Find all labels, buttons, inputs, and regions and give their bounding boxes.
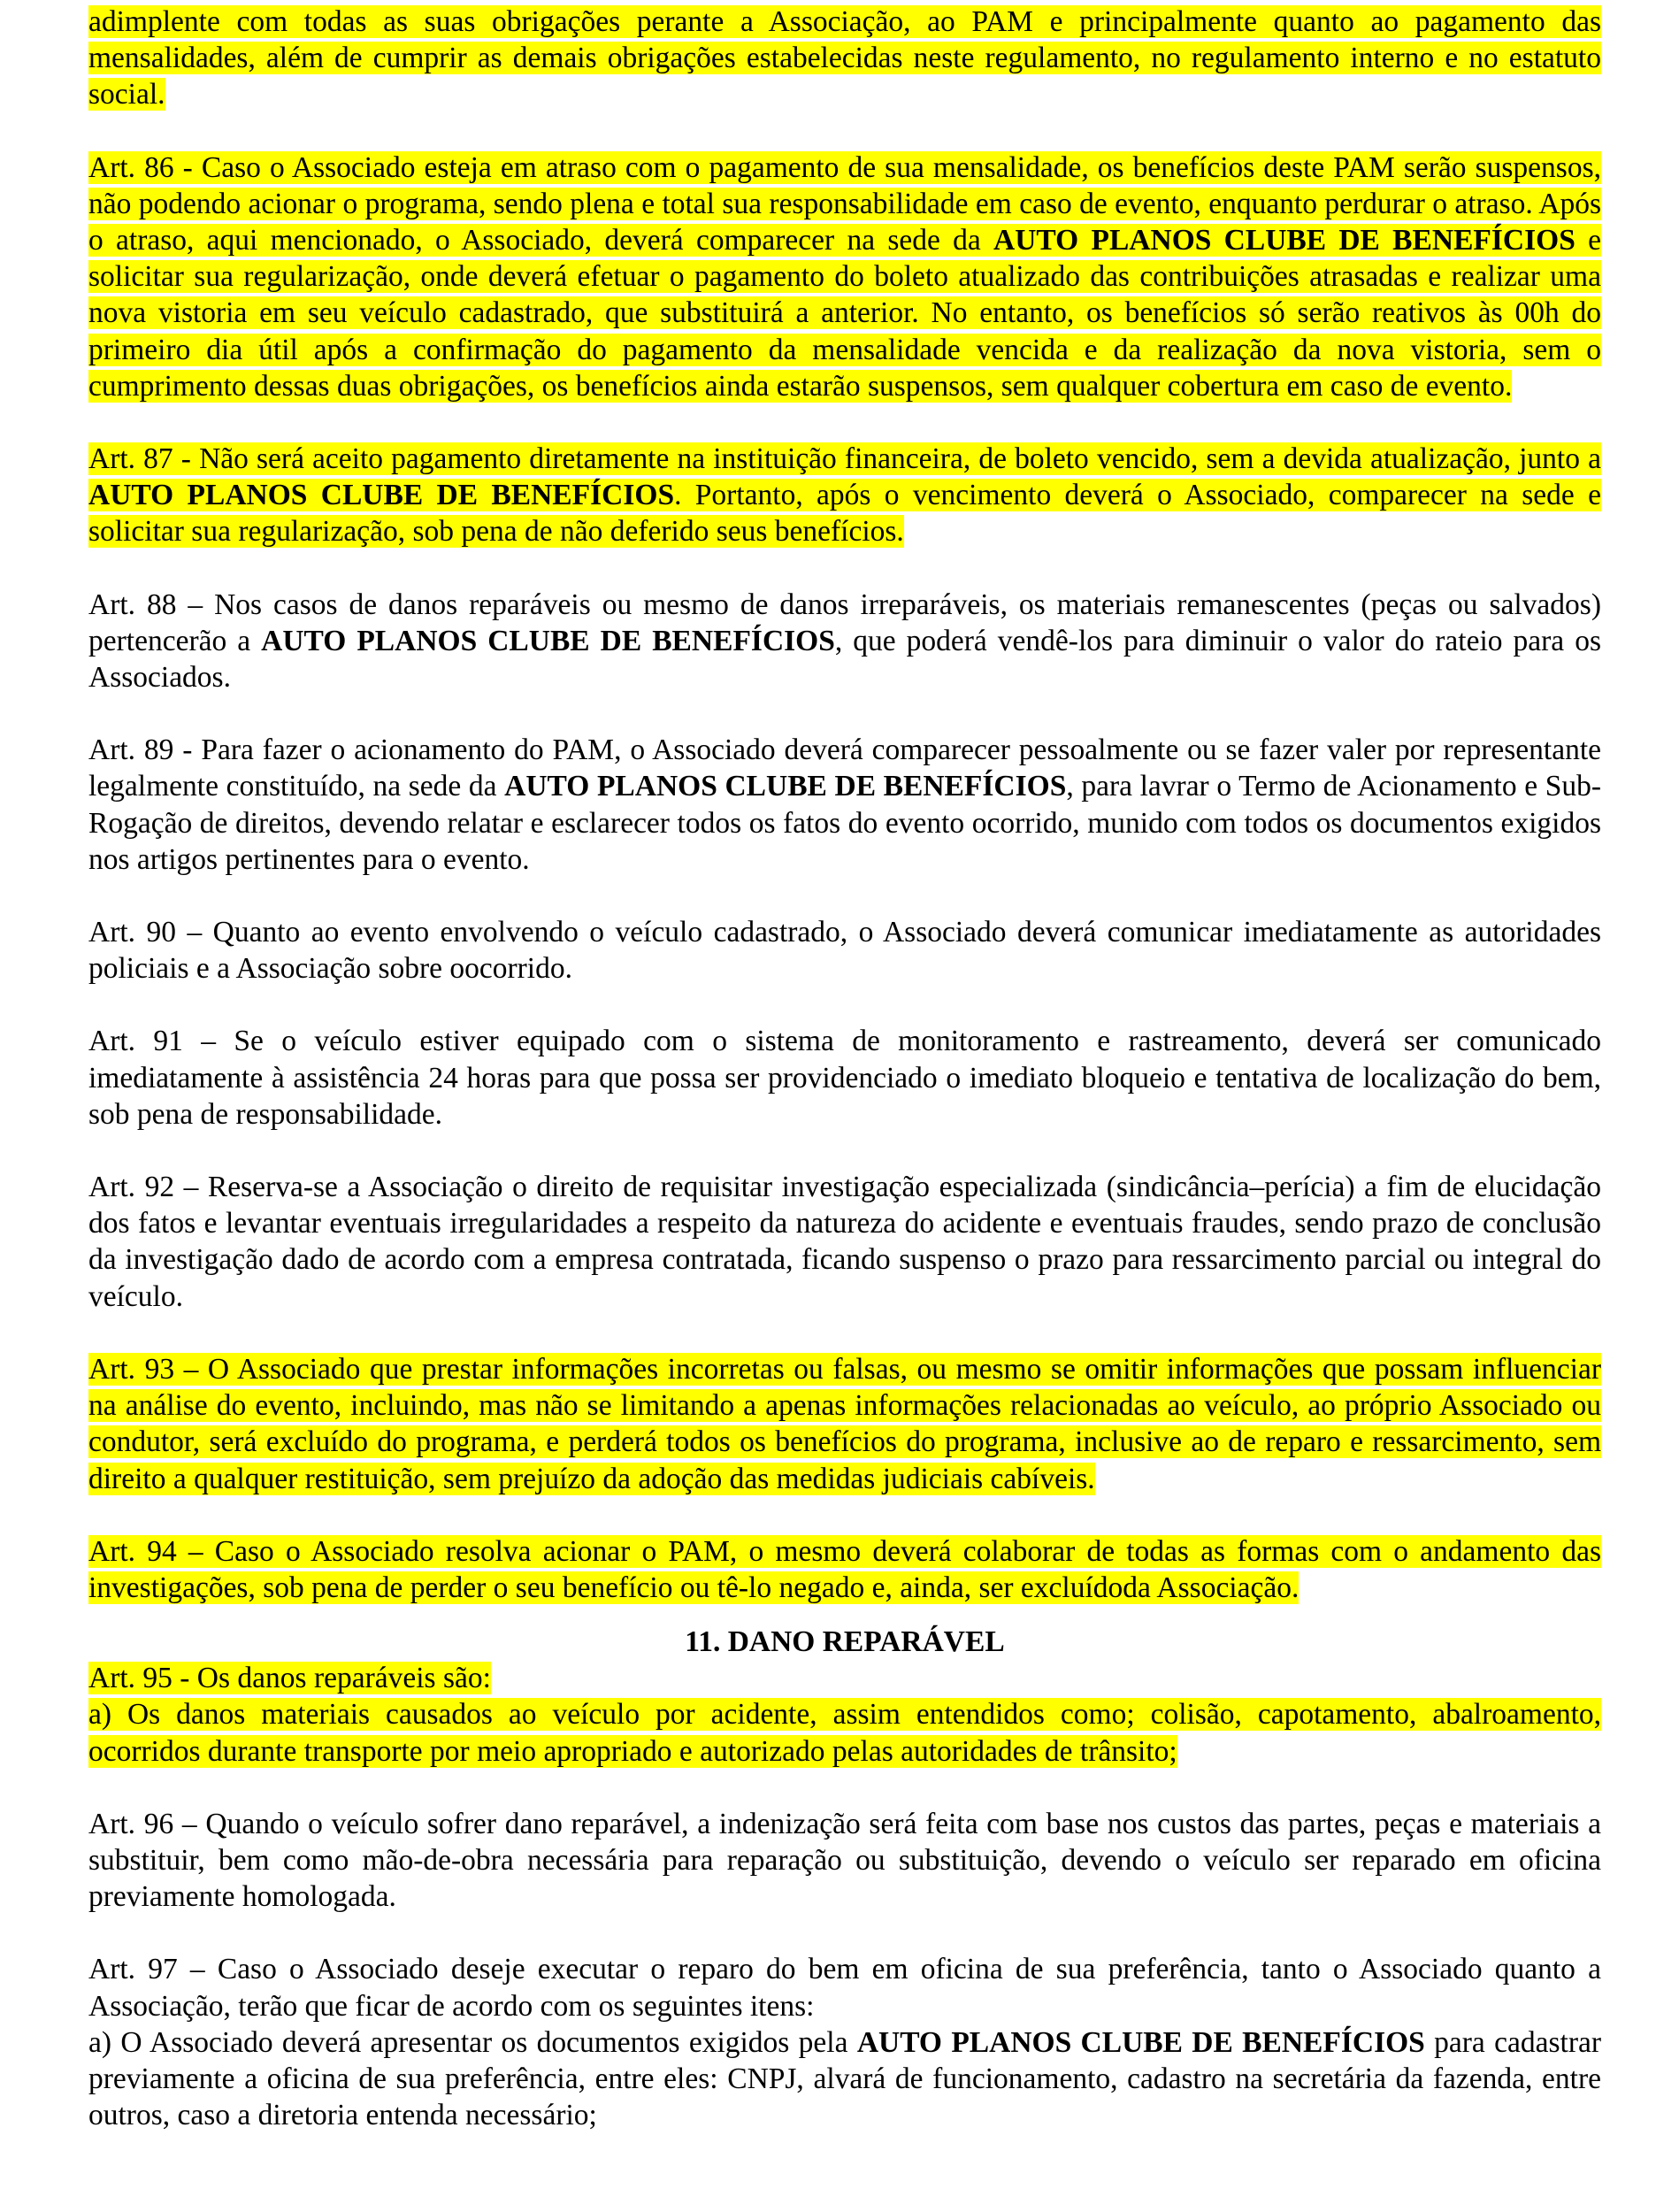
- intro-text: adimplente com todas as suas obrigações perante a Associação, ao PAM e principalmente quanto ao pagamento das mensalidades, além de cumprir as demais obrigações estabelecidas neste regulamento, no regulamento interno e no estatuto social.: [88, 5, 1601, 111]
- article-88-text-2: , que poderá vendê-los para diminuir o valor do rateio para os Associados.: [88, 624, 1601, 695]
- article-97: Art. 97 – Caso o Associado deseje executar o reparo do bem em oficina de sua preferência, tanto o Associado quanto a Associação, terão que ficar de acordo com os seguintes itens:: [88, 1953, 1601, 2023]
- article-87: [88, 441, 1601, 550]
- article-92: Art. 92 – Reserva-se a Associação o direito de requisitar investigação especializada (sindicância–perícia) a fim de elucidação dos fatos e levantar eventuais irregularidades a respeito da natureza do acidente e eventuais fraudes, sendo prazo de conclusão da investigação dado de acordo com a empresa contratada, ficando suspenso o prazo para ressarcimento parcial ou integral do veículo.: [88, 1171, 1601, 1313]
- article-86-text-2: e solicitar sua regularização, onde deverá efetuar o pagamento do boleto atualizado das contribuições atrasadas e realizar uma nova vistoria em seu veículo cadastrado, que substituirá a anterior. No entanto, os benefícios só serão reativos às 00h do primeiro dia útil após a confirmação do pagamento da mensalidade vencida e da realização da nova vistoria, sem o cumprimento dessas duas obrigações, os benefícios ainda estarão suspensos, sem qualquer cobertura em caso de evento.: [88, 224, 1601, 403]
- article-89-org-name: AUTO PLANOS CLUBE DE BENEFÍCIOS: [504, 770, 1067, 803]
- document-page: [88, 4, 1601, 2133]
- article-87-highlight: [88, 442, 1601, 548]
- intro-paragraph: [88, 4, 1601, 113]
- article-89-text-2: , para lavrar o Termo de Acionamento e Sub-Rogação de direitos, devendo relatar e esclarecer todos os fatos do evento ocorrido, munido com todos os documentos exigidos nos artigos pertinentes para o evento.: [88, 770, 1601, 876]
- article-94: [88, 1533, 1601, 1606]
- article-87-text-2: . Portanto, após o vencimento deverá o Associado, comparecer na sede e solicitar sua regularização, sob pena de não deferido seus benefícios.: [88, 479, 1601, 549]
- article-87-org-name: AUTO PLANOS CLUBE DE BENEFÍCIOS: [88, 479, 675, 512]
- article-88-org-name: AUTO PLANOS CLUBE DE BENEFÍCIOS: [261, 624, 835, 657]
- article-95-heading-text: Art. 95 - Os danos reparáveis são:: [88, 1662, 491, 1695]
- article-86-org-name: AUTO PLANOS CLUBE DE BENEFÍCIOS: [993, 224, 1576, 257]
- article-88: [88, 587, 1601, 696]
- article-97-item-a-text-1: a) O Associado deverá apresentar os documentos exigidos pela: [88, 2025, 857, 2059]
- article-87-text-1: Art. 87 - Não será aceito pagamento diretamente na instituição financeira, de boleto vencido, sem a devida atualização, junto a: [88, 442, 1601, 476]
- article-86: [88, 150, 1601, 404]
- article-86-text-1: Art. 86 - Caso o Associado esteja em atraso com o pagamento de sua mensalidade, os benefícios deste PAM serão suspensos, não podendo acionar o programa, sendo plena e total sua responsabilidade em caso de evento, enquanto perdurar o atraso. Após o atraso, aqui mencionado, o Associado, deverá comparecer na sede da: [88, 150, 1601, 257]
- article-89-text-1: Art. 89 - Para fazer o acionamento do PAM, o Associado deverá comparecer pessoalmente ou se fazer valer por representante legalmente constituído, na sede da: [88, 733, 1601, 803]
- article-88-text-1: Art. 88 – Nos casos de danos reparáveis ou mesmo de danos irreparáveis, os materiais remanescentes (peças ou salvados) pertencerão a: [88, 588, 1601, 657]
- section-title: 11. DANO REPARÁVEL: [685, 1625, 1005, 1659]
- article-90: Art. 90 – Quanto ao evento envolvendo o veículo cadastrado, o Associado deverá comunicar imediatamente as autoridades policiais e a Associação sobre oocorrido.: [88, 916, 1601, 986]
- article-91: Art. 91 – Se o veículo estiver equipado com o sistema de monitoramento e rastreamento, deverá ser comunicado imediatamente à assistência 24 horas para que possa ser providenciado o imediato bloqueio e tentativa de localização do bem, sob pena de responsabilidade.: [88, 1025, 1601, 1131]
- article-95-item-a-text: a) Os danos materiais causados ao veículo por acidente, assim entendidos como; colisão, capotamento, abalroamento, ocorridos durante transporte por meio apropriado e autorizado pelas autoridades de trânsito;: [88, 1698, 1601, 1768]
- article-97-item-a-text-2: para cadastrar previamente a oficina de sua preferência, entre eles: CNPJ, alvará de funcionamento, cadastro na secretária da fazenda, entre outros, caso a diretoria entenda necessário;: [88, 2025, 1602, 2132]
- article-97-item-a: [88, 2024, 1601, 2134]
- article-96: Art. 96 – Quando o veículo sofrer dano reparável, a indenização será feita com base nos custos das partes, peças e materiais a substituir, bem como mão-de-obra necessária para reparação ou substituição, devendo o veículo ser reparado em oficina previamente homologada.: [88, 1807, 1601, 1914]
- article-86-highlight: [88, 151, 1601, 403]
- article-95-item-a: [88, 1696, 1601, 1769]
- article-89: [88, 732, 1601, 878]
- article-93-text: Art. 93 – O Associado que prestar informações incorretas ou falsas, ou mesmo se omitir informações que possam influenciar na análise do evento, incluindo, mas não se limitando a apenas informações relacionadas ao veículo, ao próprio Associado ou condutor, será excluído do programa, e perderá todos os benefícios do programa, inclusive ao de reparo e ressarcimento, sem direito a qualquer restituição, sem prejuízo da adoção das medidas judiciais cabíveis.: [88, 1352, 1601, 1495]
- article-93: [88, 1351, 1601, 1497]
- article-95-heading: [88, 1660, 1601, 1696]
- article-97-org-name: AUTO PLANOS CLUBE DE BENEFÍCIOS: [856, 2025, 1425, 2059]
- article-94-text: Art. 94 – Caso o Associado resolva acionar o PAM, o mesmo deverá colaborar de todas as formas com o andamento das investigações, sob pena de perder o seu benefício ou tê-lo negado e, ainda, ser excluídoda Associação.: [88, 1534, 1601, 1604]
